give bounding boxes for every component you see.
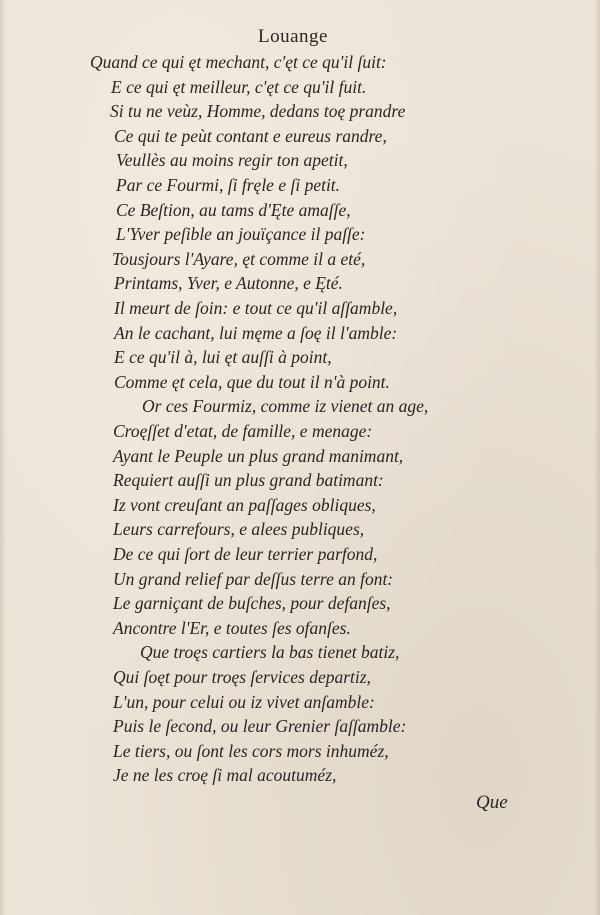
catchword: Que	[476, 792, 508, 813]
verse-line: Iz vont creuſant an paſſages obliques,	[113, 494, 376, 515]
verse-line: Tousjours l'Ayare, ęt comme il a eté,	[112, 248, 366, 269]
verse-line: L'Yver peſible an jouïçance il paſſe:	[116, 224, 366, 245]
verse-line: L'un, pour celui ou iz vivet anſamble:	[113, 691, 375, 712]
verse-line: Ce Beſtion, au tams d'Ęte amaſſe,	[116, 199, 351, 220]
verse-line: Il meurt de ſoin: e tout ce qu'il aſſamble,	[114, 298, 398, 318]
verse-line: Puis le ſecond, ou leur Grenier ſaſſamble:	[113, 716, 407, 737]
verse-line: Qui ſoęt pour troęs ſervices departiz,	[113, 667, 371, 687]
verse-line: E ce qu'il à, lui ęt auſſi à point,	[114, 347, 332, 368]
verse-line: De ce qui ſort de leur terrier parfond,	[113, 544, 378, 564]
running-head: Louange	[258, 26, 328, 47]
verse-line: Printams, Yver, e Autonne, e Ęté.	[114, 273, 343, 294]
verse-line: Or ces Fourmiz, comme iz vienet an age,	[142, 396, 429, 417]
verse-line: Requiert auſſi un plus grand batimant:	[113, 470, 384, 491]
verse-line: Je ne les croę ſi mal acoutuméz,	[113, 765, 337, 786]
verse-line: Si tu ne veùz, Homme, dedans toę prandre	[110, 101, 406, 122]
verse-line: Ancontre l'Er, e toutes ſes ofanſes.	[113, 617, 351, 638]
verse-line: E ce qui ęt meilleur, c'ęt ce qu'il fuit.	[111, 76, 367, 97]
page-edge-shadow	[0, 0, 6, 915]
verse-line: Veullès au moins regir ton apetit,	[116, 150, 348, 171]
verse-line: Un grand relief par deſſus terre an font:	[113, 568, 394, 589]
verse-line: Ayant le Peuple un plus grand manimant,	[113, 445, 404, 466]
verse-line: Le tiers, ou ſont les cors mors inhuméz,	[113, 740, 389, 761]
verse-line: Ce qui te peùt contant e eureus randre,	[114, 125, 387, 146]
verse-line: Que troęs cartiers la bas tienet batiz,	[140, 642, 400, 663]
verse-line: Leurs carrefours, e alees publiques,	[113, 519, 365, 540]
page-edge-shadow	[594, 0, 600, 915]
verse-line: An le cachant, lui męme a ſoę il l'amble:	[114, 322, 398, 343]
verse-line: Croęſſet d'etat, de famille, e menage:	[113, 421, 373, 441]
verse-line: Comme ęt cela, que du tout il n'à point.	[114, 371, 390, 392]
verse-line: Quand ce qui ęt mechant, c'ęt ce qu'il ſuit:	[90, 52, 387, 72]
verse-line: Le garniçant de buſches, pour defanſes,	[113, 593, 391, 614]
verse-line: Par ce Fourmi, ſi fręle e ſi petit.	[116, 175, 341, 195]
